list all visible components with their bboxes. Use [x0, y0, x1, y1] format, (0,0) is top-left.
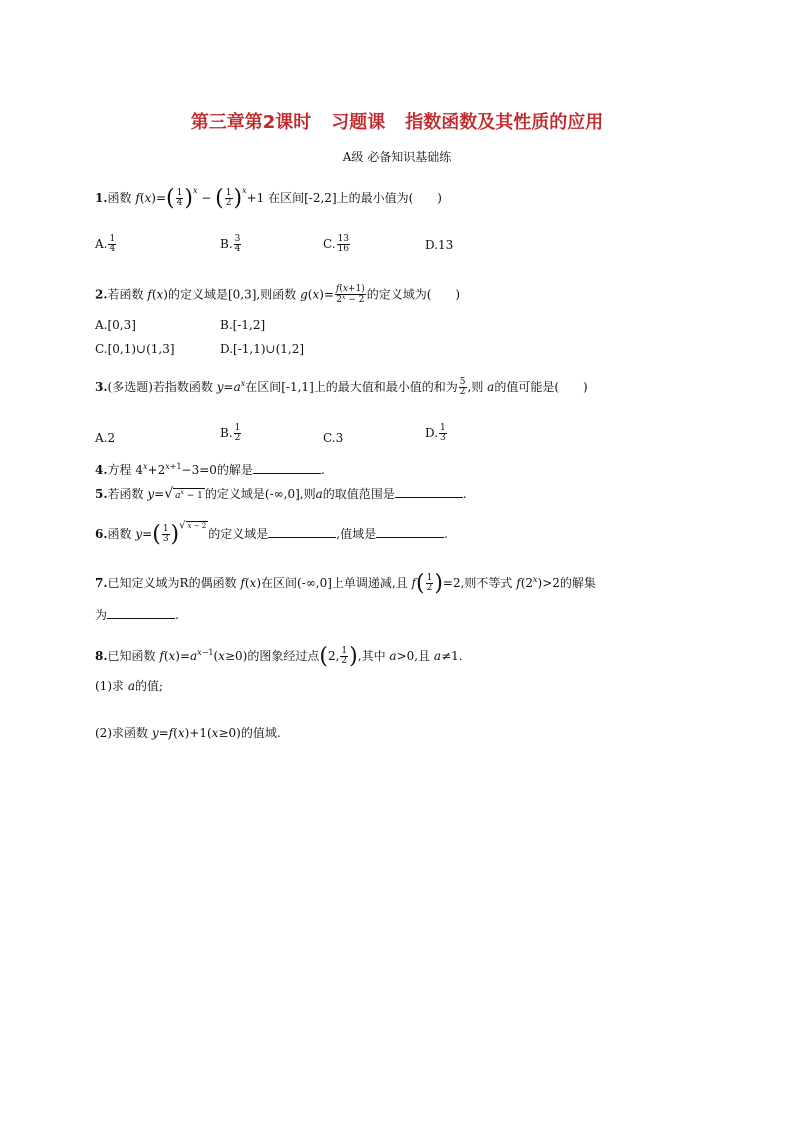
question-1: 1.函数 f(x)=( $\frac{1}{4}$ )$^x$ − ( $\frac{1}{2}$ )$^x$+1 在区间[-2,2]上的最小值为( ) — [95, 186, 442, 211]
option-b: B.[-1,2] — [220, 318, 266, 332]
option-a: A. $\frac{1}{4}$ — [95, 234, 116, 254]
question-2: 2.若函数 f(x)的定义域是[0,3],则函数 g(x)= $\frac{f(x+1)}{2^x - 2}$ 的定义域为( ) — [95, 284, 461, 305]
question-5: 5.若函数 y=√ $a^x - 1$ 的定义域是(-∞,0],则a的取值范围是 . — [95, 486, 467, 502]
title-type: 习题课 — [331, 112, 386, 133]
question-8-part-2: (2)求函数 y=f(x)+1(x≥0)的值域. — [95, 726, 281, 740]
question-7-line-2: 为 . — [95, 608, 179, 622]
question-8-part-1: (1)求 a的值; — [95, 679, 164, 693]
answer-blank[interactable] — [376, 527, 444, 538]
answer-blank[interactable] — [395, 487, 463, 498]
option-d: D.[-1,1)∪(1,2] — [220, 342, 305, 356]
title-lesson: 第三章第2课时 — [190, 112, 312, 133]
option-a: A.[0,3] — [95, 318, 136, 332]
answer-blank[interactable] — [253, 463, 321, 474]
option-c: C. $\frac{13}{16}$ — [323, 234, 350, 254]
option-c: C.[0,1)∪(1,3] — [95, 342, 175, 356]
option-d: D.13 — [425, 238, 454, 252]
question-7: 7.已知定义域为R的偶函数 f(x)在区间(-∞,0]上单调递减,且 f( $\frac{1}{2}$ )=2,则不等式 $f(2^x)>2$的解集 — [95, 571, 596, 596]
page-title — [0, 108, 794, 134]
option-b: B. $\frac{1}{2}$ — [220, 423, 241, 443]
question-text: 在区间[-2,2]上的最小值为( ) — [268, 191, 442, 205]
option-b: B. $\frac{3}{4}$ — [220, 234, 241, 254]
question-8: 8.已知函数 $f(x)=a^{x-1}(x\ge 0)$的图象经过点(2, $\frac{1}{2}$ ),其中 a>0,且 a≠1. — [95, 644, 463, 669]
question-6: 6.函数 y=( $\frac{1}{3}$ )$^{√ x - 2}$的定义域是 ,值域是 . — [95, 520, 448, 547]
option-a: A.2 — [95, 431, 116, 445]
option-d: D. $\frac{1}{3}$ — [425, 423, 446, 443]
question-3: 3.(多选题)若指数函数 $y=a^x$在区间[-1,1]上的最大值和最小值的和为 $\frac{5}{2}$ ,则 a的值可能是( ) — [95, 377, 588, 397]
question-text: 函数 — [107, 191, 132, 205]
answer-blank[interactable] — [268, 527, 336, 538]
option-c: C.3 — [323, 431, 344, 445]
section-subtitle: A级 必备知识基础练 — [342, 150, 452, 164]
answer-blank[interactable] — [107, 608, 175, 619]
question-number: 1. — [95, 191, 108, 205]
title-topic: 指数函数及其性质的应用 — [405, 112, 604, 133]
question-4: 4.方程 $4^x+2^{x+1}-3=0$的解是 . — [95, 462, 325, 477]
